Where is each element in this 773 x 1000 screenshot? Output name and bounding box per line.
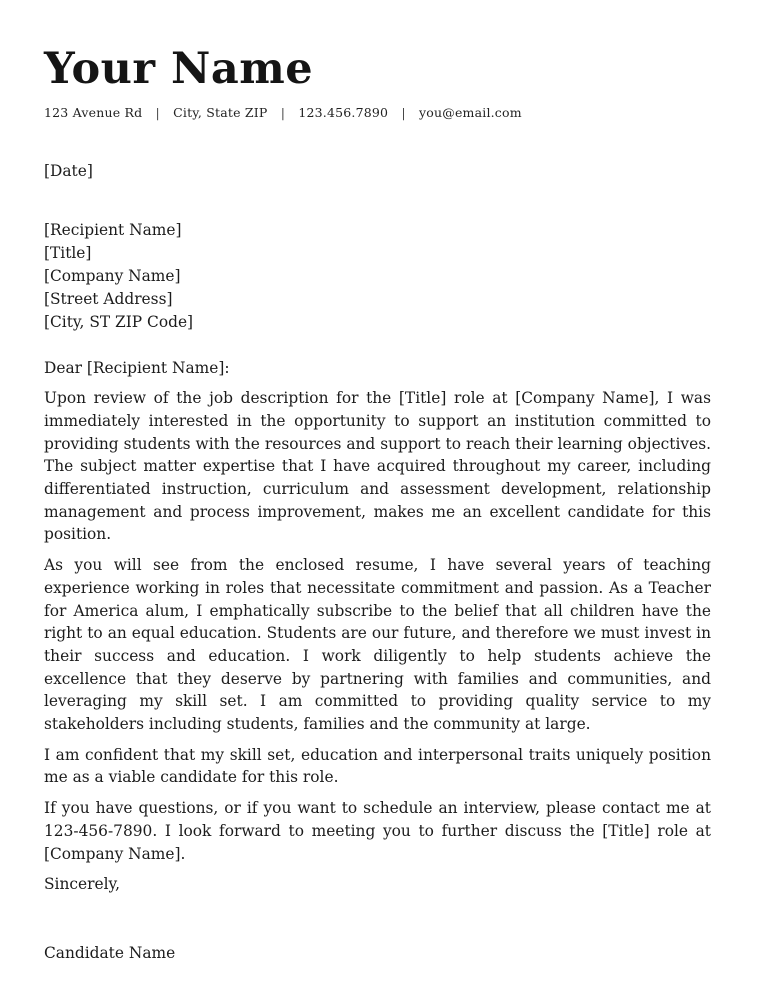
closing: Sincerely, bbox=[44, 875, 121, 894]
body-paragraph-4: If you have questions, or if you want to schedule an interview, please contact me at 123-456-7890. I look forward to meeting you to further discuss the [Title] role at [Company Name]. bbox=[44, 799, 711, 863]
contact-city-state-zip: City, State ZIP bbox=[173, 105, 268, 121]
signature-name: Candidate Name bbox=[44, 944, 176, 962]
contact-email: you@email.com bbox=[419, 105, 522, 121]
separator-bar: | bbox=[401, 105, 406, 121]
date-placeholder: [Date] bbox=[44, 162, 93, 181]
contact-phone: 123.456.7890 bbox=[298, 105, 389, 121]
salutation: Dear [Recipient Name]: bbox=[44, 358, 230, 377]
recipient-street-placeholder: [Street Address] bbox=[44, 289, 173, 308]
recipient-name-placeholder: [Recipient Name] bbox=[44, 221, 182, 239]
separator-bar: | bbox=[155, 105, 160, 121]
body-paragraph-2: As you will see from the enclosed resume, I have several years of teaching experience working in roles that necessitate commitment and passion. As a Teacher for America alum, I emphatically subscribe to the belief that all children have the right to an equal education. Students are our future, and therefore we must invest in their success and education. I work diligently to help students achieve the excellence that they deserve by partnering with families and communities, and leveraging my skill set. I am committed to providing quality service to my stakeholders including students, families and the community at large. bbox=[44, 556, 711, 734]
recipient-block bbox=[44, 219, 711, 334]
contact-line bbox=[44, 105, 711, 120]
letter-body bbox=[44, 160, 711, 964]
body-paragraph-1: Upon review of the job description for the [Title] role at [Company Name], I was immediately interested in the opportunity to support an institution committed to providing students with the resources and support to reach their learning objectives. The subject matter expertise that I have acquired throughout my career, including differentiated instruction, curriculum and assessment development, relationship management and process improvement, makes me an excellent candidate for this position. bbox=[44, 389, 711, 544]
separator-bar: | bbox=[280, 105, 286, 121]
recipient-company-placeholder: [Company Name] bbox=[44, 266, 181, 285]
recipient-city-zip-placeholder: [City, ST ZIP Code] bbox=[44, 312, 194, 331]
recipient-title-placeholder: [Title] bbox=[44, 243, 92, 262]
body-paragraph-3: I am confident that my skill set, education and interpersonal traits uniquely position me as a viable candidate for this role. bbox=[44, 745, 711, 787]
candidate-name-heading: Your Name bbox=[44, 44, 314, 94]
contact-address: 123 Avenue Rd bbox=[44, 105, 143, 121]
letterhead bbox=[44, 46, 711, 120]
